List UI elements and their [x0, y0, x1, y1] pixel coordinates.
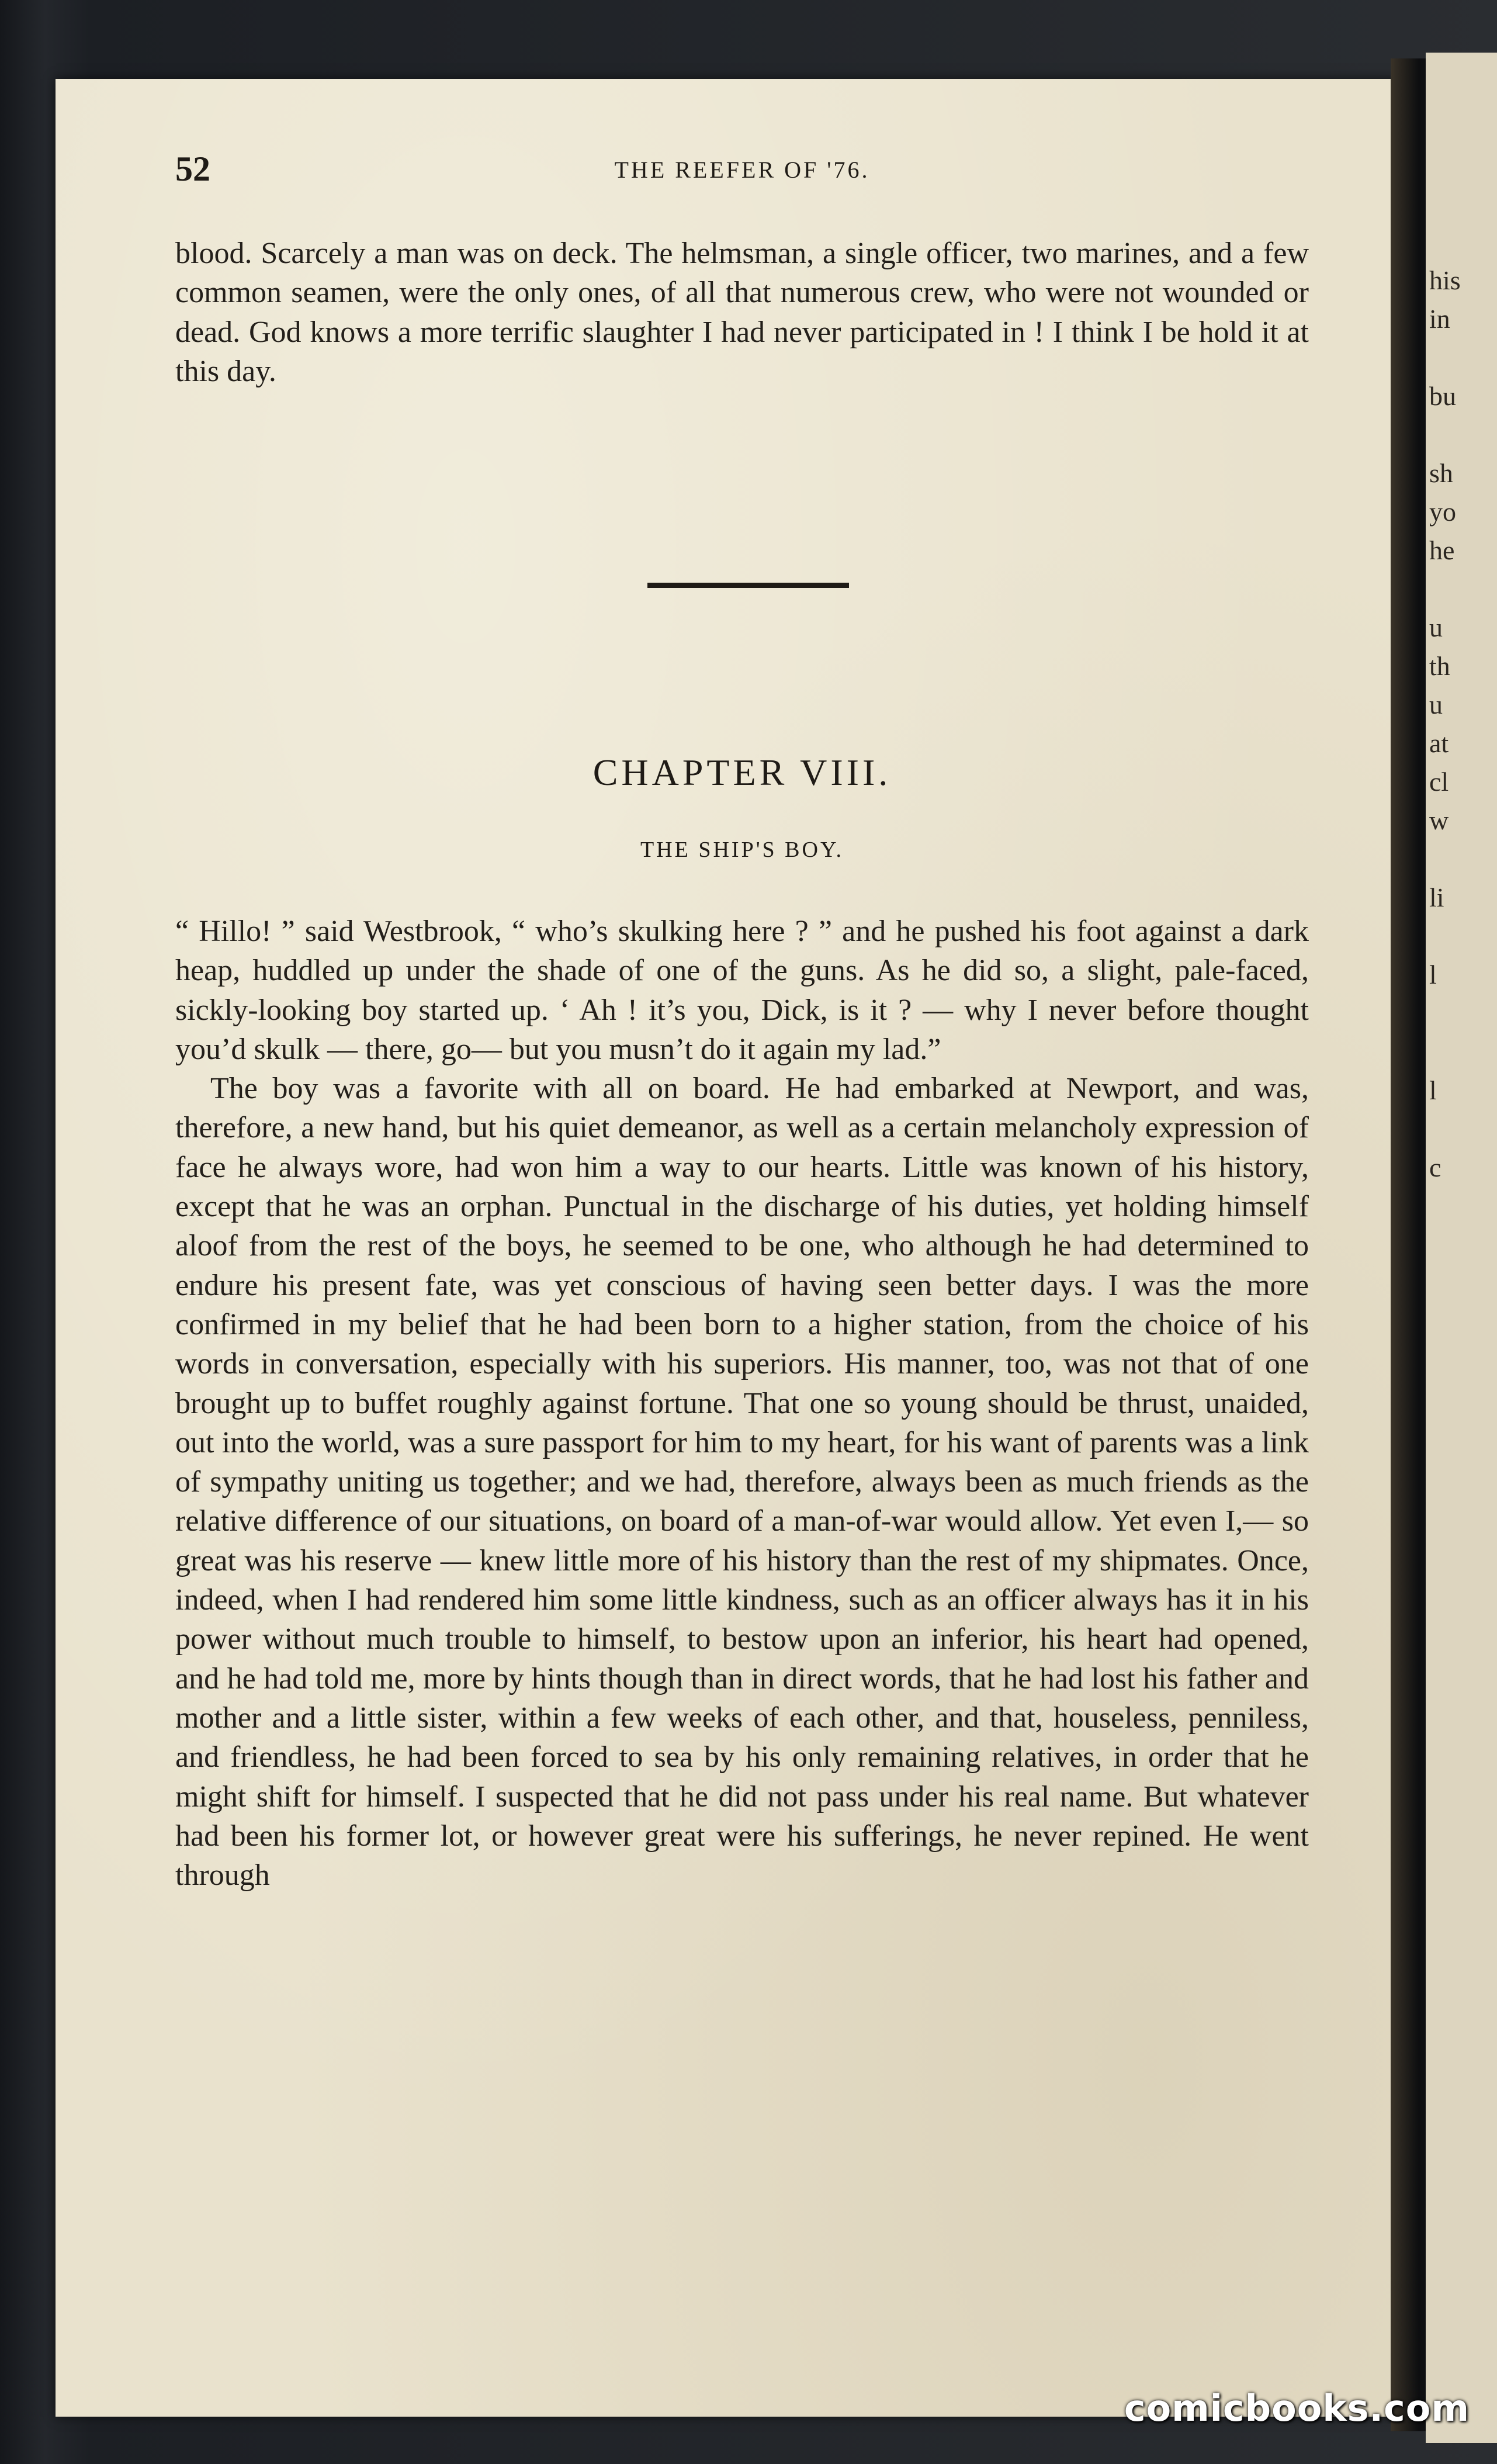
continued-paragraph — [175, 234, 1309, 391]
running-head: THE REEFER OF '76. — [614, 157, 870, 183]
chapter-title: CHAPTER VIII. — [592, 752, 892, 793]
facing-page-fragment: u — [1429, 690, 1443, 719]
watermark: comicbooks.com — [1124, 2387, 1470, 2430]
facing-page-fragment: w — [1429, 805, 1449, 835]
page-header — [175, 149, 1309, 202]
facing-page-fragment: li — [1429, 883, 1444, 912]
paragraph: The boy was a favorite with all on board. He had embarked at Newport, and was, therefore, a new hand, but his quiet demeanor, as well as a certain melancholy expression of face he always wore, had won him a way to our hearts. Little was known of his history, except that he was an orphan. Punctual in the discharge of his duties, yet holding himself aloof from the rest of the boys, he seemed to be one, who although he had determined to endure his present fate, was yet conscious of having seen better days. I was the more confirmed in my belief that he had been born to a higher station, from the choice of his words in conversation, especially with his superiors. His manner, too, was not that of one brought up to buffet roughly against fortune. That one so young should be thrust, unaided, out into the world, was a sure passport for him to my heart, for his want of parents was a link of sympathy uniting us together; and we had, therefore, always been as much friends as the relative difference of our situations, on board of a man-of-war would allow. Yet even I,— so great was his reserve — knew little more of his history than the rest of my shipmates. Once, indeed, when I had rendered him some little kindness, such as an officer always has it in his power without much trouble to himself, to bestow upon an inferior, his heart had opened, and he had told me, more by hints though than in direct words, that he had lost his father and mother and a little sister, within a few weeks of each other, and that, houseless, penniless, and friendless, he had been forced to sea by his only remaining relatives, in order that he might shift for himself. I suspected that he did not pass under his real name. But whatever had been his former lot, or however great were his sufferings, he never repined. He went through — [175, 1072, 1309, 1892]
facing-page-fragment: cl — [1429, 767, 1449, 797]
facing-page-fragment: he — [1429, 535, 1455, 565]
paragraph: “ Hillo! ” said Westbrook, “ who’s skulking here ? ” and he pushed his foot against a dark heap, huddled up under the shade of one of the guns. As he did so, a slight, pale-faced, sickly-looking boy started up. ‘ Ah ! it’s you, Dick, is it ? — why I never before thought you’d skulk — there, go— but you musn’t do it again my lad.” — [175, 915, 1309, 1066]
facing-page-fragment: bu — [1429, 381, 1456, 411]
facing-page-fragment: l — [1429, 960, 1437, 989]
chapter-subtitle: THE SHIP'S BOY. — [640, 838, 844, 862]
facing-page-fragment: c — [1429, 1153, 1441, 1182]
facing-page-fragment: yo — [1429, 497, 1456, 527]
chapter-body — [175, 912, 1309, 1895]
facing-page-edge — [1426, 53, 1497, 2443]
facing-page-fragment: at — [1429, 728, 1449, 758]
facing-page-fragment: sh — [1429, 458, 1453, 488]
facing-page-fragment: u — [1429, 612, 1443, 642]
section-divider — [647, 583, 849, 588]
facing-page-fragment: in — [1429, 304, 1450, 334]
paragraph: blood. Scarcely a man was on deck. The helmsman, a single officer, two marines, and a few common seamen, were the only ones, of all that numerous crew, who were not wounded or dead. God knows a more terrific slaughter I had never participated in ! I think I be hold it at this day. — [175, 237, 1309, 388]
facing-page-fragment: his — [1429, 265, 1461, 295]
facing-page-fragment: th — [1429, 651, 1450, 681]
page-number: 52 — [175, 150, 210, 188]
facing-page-fragment: l — [1429, 1075, 1437, 1105]
